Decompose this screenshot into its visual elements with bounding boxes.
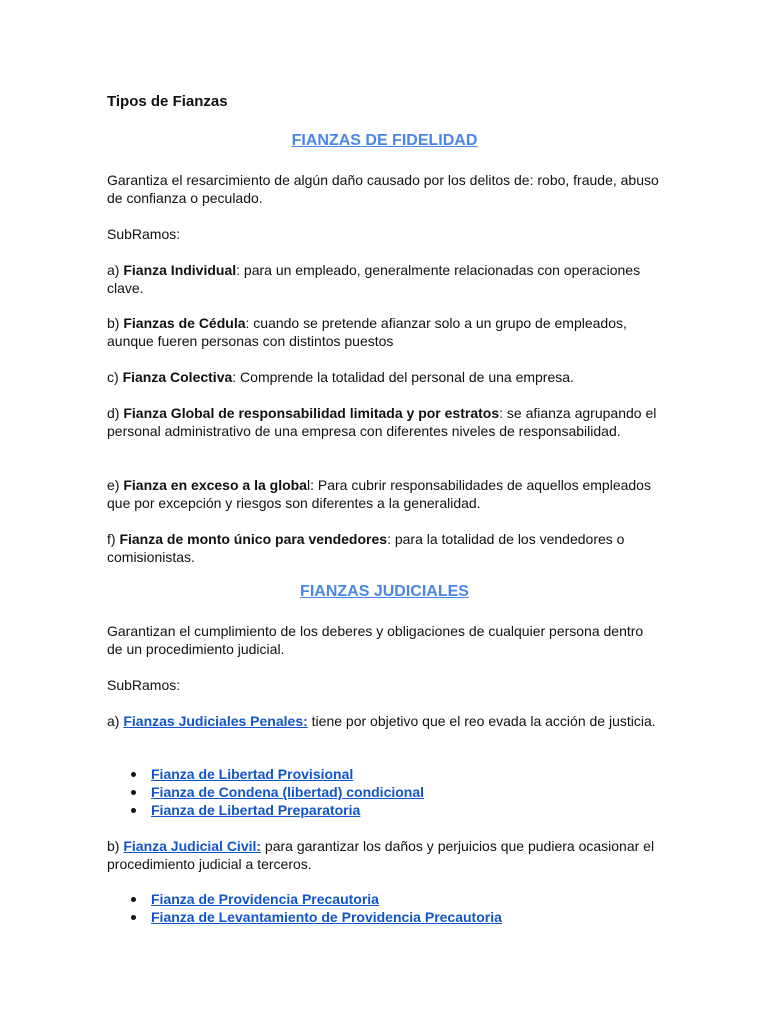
fidelidad-item-a bbox=[107, 261, 662, 297]
link-levantamiento-providencia[interactable]: Fianza de Levantamiento de Providencia Precautoria bbox=[151, 909, 502, 925]
item-text: : Comprende la totalidad del personal de una empresa. bbox=[232, 369, 574, 385]
item-prefix: c) bbox=[107, 369, 123, 385]
bullet-icon bbox=[131, 790, 136, 795]
item-text: : para la totalidad de los vendedores o comisionistas. bbox=[107, 531, 625, 565]
fidelidad-intro: Garantiza el resarcimiento de algún daño causado por los delitos de: robo, fraude, abuso de confianza o peculado. bbox=[107, 172, 659, 206]
judiciales-subramos-label: SubRamos: bbox=[107, 677, 181, 693]
fidelidad-item-d bbox=[107, 404, 662, 440]
bullet-icon bbox=[131, 808, 136, 813]
fidelidad-item-e bbox=[107, 476, 662, 512]
item-prefix: b) bbox=[107, 838, 124, 854]
judiciales-civil bbox=[107, 837, 662, 873]
item-text: l: Para cubrir responsabilidades de aquellos empleados que por excepción y riesgos son diferentes a la generalidad. bbox=[107, 477, 651, 511]
bullet-icon bbox=[131, 772, 136, 777]
item-prefix: e) bbox=[107, 477, 124, 493]
fidelidad-item-c bbox=[107, 368, 662, 386]
item-text: para garantizar los daños y perjuicios que pudiera ocasionar el procedimiento judicial a terceros. bbox=[107, 838, 655, 872]
fidelidad-item-b bbox=[107, 314, 662, 350]
list-item bbox=[107, 765, 424, 783]
item-text: : se afianza agrupando el personal administrativo de una empresa con diferentes niveles de responsabilidad. bbox=[107, 405, 657, 439]
list-item bbox=[107, 783, 424, 801]
item-prefix: f) bbox=[107, 531, 120, 547]
fidelidad-item-f bbox=[107, 530, 662, 566]
heading-fianzas-judiciales[interactable]: FIANZAS JUDICIALES bbox=[300, 583, 469, 600]
item-text: : cuando se pretende afianzar solo a un grupo de empleados, aunque fueren personas con distintos puestos bbox=[107, 315, 627, 349]
item-term: Fianzas de Cédula bbox=[123, 315, 246, 331]
judiciales-intro: Garantizan el cumplimiento de los deberes y obligaciones de cualquier persona dentro de un procedimiento judicial. bbox=[107, 623, 644, 657]
link-fianzas-judiciales-penales[interactable]: Fianzas Judiciales Penales: bbox=[123, 713, 308, 729]
heading-fianzas-de-fidelidad[interactable]: FIANZAS DE FIDELIDAD bbox=[291, 132, 478, 149]
link-libertad-preparatoria[interactable]: Fianza de Libertad Preparatoria bbox=[151, 802, 361, 818]
penales-bullet-list bbox=[107, 765, 424, 819]
bullet-icon bbox=[131, 897, 136, 902]
link-providencia-precautoria[interactable]: Fianza de Providencia Precautoria bbox=[151, 891, 379, 907]
item-term: Fianza Colectiva bbox=[122, 369, 233, 385]
link-fianza-judicial-civil[interactable]: Fianza Judicial Civil: bbox=[123, 838, 262, 854]
document-title: Tipos de Fianzas bbox=[107, 93, 228, 110]
list-item bbox=[107, 801, 424, 819]
judiciales-penales bbox=[107, 712, 662, 730]
list-item bbox=[107, 890, 502, 908]
fidelidad-subramos-label: SubRamos: bbox=[107, 226, 181, 242]
item-prefix: a) bbox=[107, 262, 124, 278]
link-condena-condicional[interactable]: Fianza de Condena (libertad) condicional bbox=[151, 784, 425, 800]
item-prefix: a) bbox=[107, 713, 124, 729]
list-item bbox=[107, 908, 502, 926]
item-text: : para un empleado, generalmente relacionadas con operaciones clave. bbox=[107, 262, 641, 296]
item-text: tiene por objetivo que el reo evada la acción de justicia. bbox=[307, 713, 656, 729]
item-term: Fianza Global de responsabilidad limitada y por estratos bbox=[123, 405, 500, 421]
item-prefix: d) bbox=[107, 405, 124, 421]
link-libertad-provisional[interactable]: Fianza de Libertad Provisional bbox=[151, 766, 354, 782]
item-term: Fianza Individual bbox=[123, 262, 237, 278]
item-term: Fianza en exceso a la globa bbox=[123, 477, 307, 493]
item-prefix: b) bbox=[107, 315, 124, 331]
civil-bullet-list bbox=[107, 890, 502, 926]
item-term: Fianza de monto único para vendedores bbox=[119, 531, 388, 547]
bullet-icon bbox=[131, 915, 136, 920]
